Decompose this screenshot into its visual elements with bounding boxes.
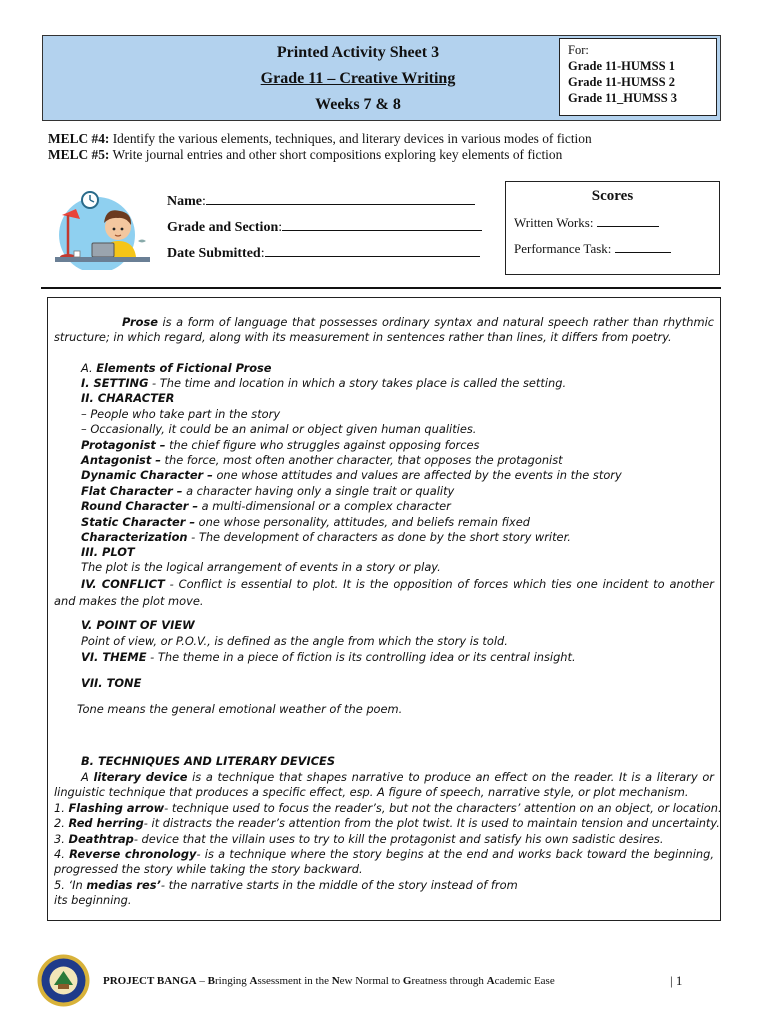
device-reverse-chronology: [54, 847, 714, 878]
school-seal-logo: [36, 953, 91, 1008]
device-num: 5. ‘In: [54, 878, 87, 892]
device-num: 1.: [54, 801, 69, 815]
melc-5: [48, 147, 592, 163]
footer-project-text: [103, 975, 555, 987]
section-2: Grade 11-HUMSS 2: [568, 75, 675, 89]
device-intro-prefix: A: [81, 770, 94, 784]
footer-part: –: [196, 975, 208, 987]
section-1: Grade 11-HUMSS 1: [568, 59, 675, 73]
date-submitted-input-line[interactable]: [265, 242, 480, 257]
footer-part: ringing: [214, 975, 250, 987]
sheet-title: Printed Activity Sheet 3: [276, 44, 440, 61]
setting-heading: I. SETTING: [81, 376, 149, 390]
def-term: Static Character –: [81, 515, 196, 529]
device-name: medias res’: [86, 878, 161, 892]
device-definition: is a technique that shapes narrative to produce an effect on the reader. It is a literary or linguistic technique that produces a specific effect, esp. A figure of speech, narrative style, or plot mechanism.: [54, 770, 714, 800]
scores-title: Scores: [591, 188, 634, 204]
device-num: 3.: [54, 832, 69, 846]
performance-task-row: [506, 240, 719, 257]
device-name: Flashing arrow: [68, 801, 165, 815]
prose-definition: is a form of language that possesses ordinary syntax and natural speech rather than rhythmic structure; in which regard, along with its measurement in sentences rather than lines, it differs from poetry.: [54, 315, 714, 345]
footer-part: B: [207, 975, 215, 987]
conflict-paragraph: [54, 576, 714, 610]
header-banner: [42, 35, 721, 121]
performance-task-label: Performance Task:: [514, 241, 612, 256]
literary-device-intro: [54, 770, 714, 801]
footer-part: G: [402, 975, 412, 987]
footer-part: A: [486, 975, 495, 987]
device-deathtrap: [54, 832, 664, 847]
def-round-character: [81, 499, 451, 514]
setting-line: [81, 376, 566, 391]
lesson-content-box: [47, 297, 721, 921]
name-label: Name: [167, 194, 202, 209]
subject-title: Grade 11 – Creative Writing: [260, 70, 456, 87]
plot-text: The plot is the logical arrangement of events in a story or play.: [81, 560, 441, 574]
name-input-line[interactable]: [206, 190, 475, 205]
def-antagonist: [81, 453, 563, 468]
footer-part: N: [331, 975, 340, 987]
melc-4-label: MELC #4:: [48, 131, 110, 146]
def-term: Antagonist –: [81, 453, 161, 467]
def-text: - The development of characters as done by the short story writer.: [187, 530, 571, 544]
footer-part: ssessment in the: [257, 975, 332, 987]
section-a-heading: [81, 361, 272, 376]
device-desc: - it distracts the reader’s attention from the plot twist. It is used to maintain tension and uncertainty.: [143, 816, 720, 830]
section-b-heading: B. TECHNIQUES AND LITERARY DEVICES: [81, 754, 336, 768]
device-term: literary device: [93, 770, 188, 784]
conflict-heading: IV. CONFLICT: [81, 577, 165, 591]
device-desc: - device that the villain uses to try to kill the protagonist and satisfy his own sadistic desires.: [133, 832, 664, 846]
device-medias-res: [54, 878, 518, 893]
grade-section-label: Grade and Section: [167, 220, 279, 235]
def-characterization: [81, 530, 571, 545]
footer: [30, 948, 730, 1008]
prose-intro: [54, 315, 714, 346]
conflict-text: - Conflict is essential to plot. It is the opposition of forces which ties one incident to another and makes the plot move.: [54, 577, 714, 608]
device-num: 2.: [54, 816, 69, 830]
def-term: Protagonist –: [81, 438, 166, 452]
device-name: Red herring: [68, 816, 144, 830]
prose-term: Prose: [122, 315, 158, 329]
device-medias-res-end: its beginning.: [54, 893, 132, 907]
date-row: [167, 242, 482, 268]
theme-line: [81, 650, 576, 665]
section-a-title: Elements of Fictional Prose: [96, 361, 272, 375]
setting-text: - The time and location in which a story takes place is called the setting.: [148, 376, 567, 390]
def-term: Flat Character –: [81, 484, 183, 498]
pov-text: Point of view, or P.O.V., is defined as the angle from which the story is told.: [81, 634, 508, 648]
def-flat-character: [81, 484, 454, 499]
def-text: one whose attitudes and values are affected by the events in the story: [212, 468, 622, 482]
footer-part: PROJECT BANGA: [103, 975, 197, 987]
device-name: Deathtrap: [68, 832, 134, 846]
for-label: For:: [568, 43, 589, 57]
name-row: [167, 190, 482, 216]
melc-5-text: Write journal entries and other short compositions exploring key elements of fiction: [109, 146, 563, 162]
footer-part: ew Normal to: [339, 975, 403, 987]
def-dynamic-character: [81, 468, 622, 483]
melc-4: [48, 131, 592, 147]
device-num: 4.: [54, 847, 70, 861]
footer-part: cademic Ease: [494, 975, 555, 987]
divider-rule: [41, 287, 721, 289]
def-text: the force, most often another character, that opposes the protagonist: [160, 453, 563, 467]
melc-4-text: Identify the various elements, techniques, and literary devices in various modes of fiction: [109, 131, 592, 146]
device-desc: - the narrative starts in the middle of the story instead of from: [160, 878, 518, 892]
melc-5-label: MELC #5:: [48, 146, 110, 162]
theme-heading: VI. THEME: [81, 650, 147, 664]
scores-box: [505, 181, 720, 275]
def-protagonist: [81, 438, 479, 453]
grade-section-colon: :: [278, 220, 283, 235]
grade-section-input-line[interactable]: [282, 216, 482, 231]
section-a-letter: A.: [81, 361, 93, 375]
def-term: Dynamic Character –: [81, 468, 213, 482]
device-desc: - technique used to focus the reader’s, but not the characters’ attention on an object, or location.: [164, 801, 722, 815]
page-number: | 1: [670, 973, 683, 988]
def-text: a multi-dimensional or a complex character: [198, 499, 451, 513]
date-colon: :: [260, 246, 265, 261]
def-text: a character having only a single trait or quality: [182, 484, 455, 498]
pov-heading: V. POINT OF VIEW: [81, 618, 195, 632]
device-flashing-arrow: [54, 801, 722, 816]
name-colon: :: [202, 194, 206, 209]
theme-text: - The theme in a piece of fiction is its controlling idea or its central insight.: [146, 650, 576, 664]
melc-block: [48, 131, 592, 162]
character-line-2: – Occasionally, it could be an animal or object given human qualities.: [81, 422, 477, 436]
def-term: Characterization: [81, 530, 188, 544]
header-titles: [163, 40, 553, 118]
student-at-laptop-illustration: [40, 185, 155, 270]
performance-task-line[interactable]: [615, 240, 671, 253]
section-3: Grade 11_HUMSS 3: [568, 91, 678, 105]
date-submitted-label: Date Submitted: [167, 246, 261, 261]
plot-heading: III. PLOT: [81, 545, 135, 559]
def-text: one whose personality, attitudes, and beliefs remain fixed: [195, 515, 530, 529]
device-red-herring: [54, 816, 720, 831]
device-name: Reverse chronology: [69, 847, 197, 861]
device-desc: - is a technique where the story begins at the end and works back toward the beginning, progressed the story while taking the story backward.: [54, 847, 714, 877]
character-line-1: – People who take part in the story: [81, 407, 281, 421]
def-text: the chief figure who struggles against opposing forces: [165, 438, 480, 452]
student-info-fields: [167, 190, 482, 268]
weeks-label: Weeks 7 & 8: [315, 96, 401, 113]
def-static-character: [81, 515, 530, 530]
written-works-line[interactable]: [597, 214, 659, 227]
for-box: [559, 38, 717, 116]
footer-part: A: [249, 975, 258, 987]
tone-heading: VII. TONE: [81, 676, 142, 690]
tone-text: Tone means the general emotional weather of the poem.: [77, 702, 403, 716]
def-term: Round Character –: [81, 499, 199, 513]
grade-section-row: [167, 216, 482, 242]
footer-part: reatness through: [411, 975, 487, 987]
character-heading: II. CHARACTER: [81, 391, 175, 405]
written-works-row: [506, 214, 719, 231]
written-works-label: Written Works:: [514, 215, 594, 230]
